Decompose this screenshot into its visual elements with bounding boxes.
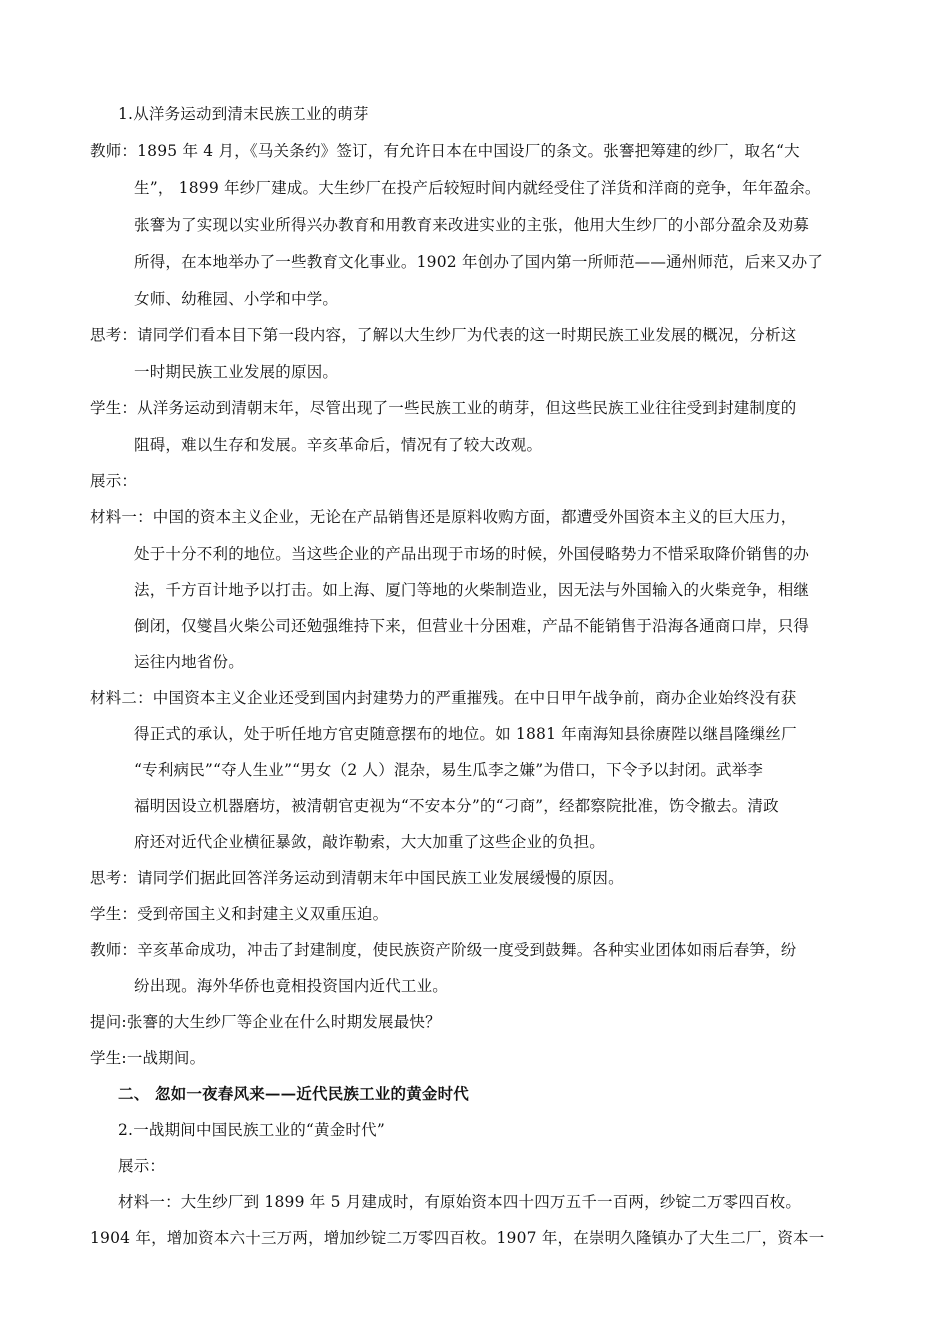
- paragraph-student-line: 学生：从洋务运动到清朝末年，尽管出现了一些民族工业的萌芽，但这些民族工业往往受到封建制度的: [90, 399, 797, 417]
- material-one-line: 运往内地省份。: [134, 653, 244, 671]
- answer-line: 学生:一战期间。: [90, 1049, 206, 1067]
- material-two-line: 得正式的承认，处于听任地方官吏随意摆布的地位。如 1881 年南海知县徐赓陛以继昌隆缫丝厂: [134, 725, 797, 743]
- paragraph-student-line: 阻碍，难以生存和发展。辛亥革命后，情况有了较大改观。: [134, 436, 543, 454]
- show-label: 展示：: [90, 472, 138, 490]
- paragraph-teacher-line: 生”， 1899 年纱厂建成。大生纱厂在投产后较短时间内就经受住了洋货和洋商的竞争，年年盈余。: [134, 179, 821, 197]
- paragraph-think-line: 一时期民族工业发展的原因。: [134, 363, 339, 381]
- material-one-line: 1904 年，增加资本六十三万两，增加纱锭二万零四百枚。1907 年，在崇明久隆镇办了大生二厂，资本一: [90, 1229, 825, 1247]
- paragraph-teacher-line: 纷出现。海外华侨也竟相投资国内近代工业。: [134, 977, 449, 995]
- subsection-heading: 2.一战期间中国民族工业的“黄金时代”: [118, 1121, 385, 1139]
- material-one-line: 处于十分不利的地位。当这些企业的产品出现于市场的时候，外国侵略势力不惜采取降价销售的办: [134, 545, 810, 563]
- material-two-line: “专利病民”“夺人生业”“男女（2 人）混杂，易生瓜李之嫌”为借口，下令予以封闭。武举李: [134, 761, 764, 779]
- paragraph-teacher-line: 所得，在本地举办了一些教育文化事业。1902 年创办了国内第一所师范——通州师范，后来又办了: [134, 253, 824, 271]
- paragraph-teacher-line: 女师、幼稚园、小学和中学。: [134, 290, 339, 308]
- paragraph-think-line: 思考：请同学们据此回答洋务运动到清朝末年中国民族工业发展缓慢的原因。: [90, 869, 624, 887]
- material-one-line: 法，千方百计地予以打击。如上海、厦门等地的火柴制造业，因无法与外国输入的火柴竞争，相继: [134, 581, 810, 599]
- material-one-line: 材料一：大生纱厂到 1899 年 5 月建成时，有原始资本四十四万五千一百两，纱锭二万零四百枚。: [118, 1193, 802, 1211]
- material-one-line: 材料一：中国的资本主义企业，无论在产品销售还是原料收购方面，都遭受外国资本主义的巨大压力，: [90, 508, 797, 526]
- paragraph-teacher-line: 教师：1895 年 4 月，《马关条约》签订，有允许日本在中国设厂的条文。张謇把筹建的纱厂，取名“大: [90, 142, 800, 160]
- material-two-line: 材料二：中国资本主义企业还受到国内封建势力的严重摧残。在中日甲午战争前，商办企业始终没有获: [90, 689, 797, 707]
- material-one-line: 倒闭，仅燮昌火柴公司还勉强维持下来，但营业十分困难，产品不能销售于沿海各通商口岸，只得: [134, 617, 810, 635]
- material-two-line: 福明因设立机器磨坊，被清朝官吏视为“不安本分”的“刁商”，经都察院批准，饬令撤去。清政: [134, 797, 779, 815]
- paragraph-teacher-line: 教师：辛亥革命成功，冲击了封建制度，使民族资产阶级一度受到鼓舞。各种实业团体如雨后春笋，纷: [90, 941, 797, 959]
- material-two-line: 府还对近代企业横征暴敛，敲诈勒索，大大加重了这些企业的负担。: [134, 833, 606, 851]
- subsection-heading: 1.从洋务运动到清末民族工业的萌芽: [118, 105, 369, 123]
- paragraph-think-line: 思考：请同学们看本目下第一段内容，了解以大生纱厂为代表的这一时期民族工业发展的概况，分析这: [90, 326, 797, 344]
- paragraph-student-line: 学生：受到帝国主义和封建主义双重压迫。: [90, 905, 389, 923]
- question-line: 提问:张謇的大生纱厂等企业在什么时期发展最快？: [90, 1013, 441, 1031]
- section-heading: 二、 忽如一夜春风来——近代民族工业的黄金时代: [118, 1084, 469, 1103]
- show-label: 展示：: [118, 1157, 166, 1175]
- paragraph-teacher-line: 张謇为了实现以实业所得兴办教育和用教育来改进实业的主张，他用大生纱厂的小部分盈余及劝募: [134, 216, 810, 234]
